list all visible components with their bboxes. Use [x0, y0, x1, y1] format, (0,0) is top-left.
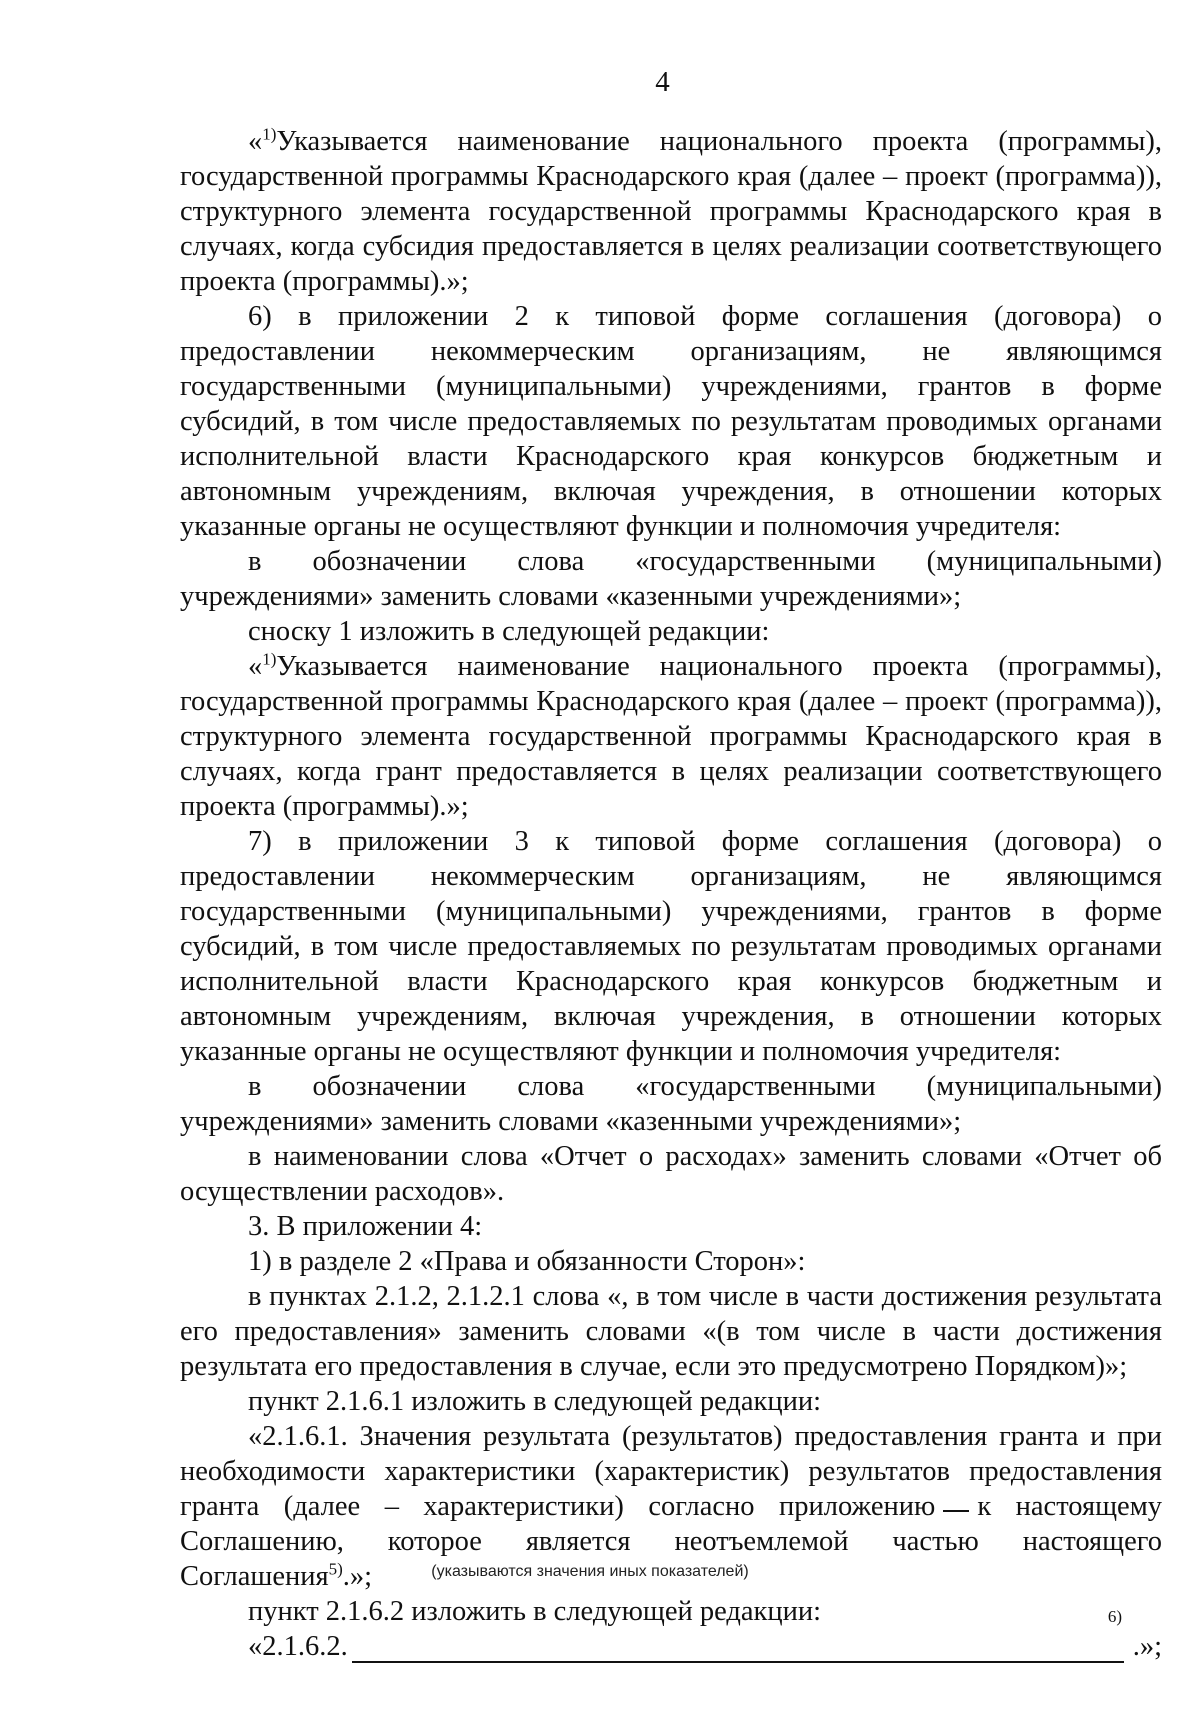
footnote-marker: 5)	[328, 1559, 343, 1579]
paragraph-clause-2-1-6-2-intro: пункт 2.1.6.2 изложить в следующей редакции:	[248, 1596, 822, 1627]
page-number: 4	[655, 66, 670, 98]
paragraph-item-6-designation: в обозначении слова «государственными (муниципальными) учреждениями» заменить словами «казенными учреждениями»;	[180, 546, 1162, 612]
paragraph-text: к настоящему Соглашению, которое является неотъемлемой частью настоящего Соглашения	[180, 1491, 1162, 1592]
paragraph-tail: .»;	[1132, 1631, 1162, 1662]
paragraph-item-7-title: в наименовании слова «Отчет о расходах» заменить словами «Отчет об осуществлении расходов».	[180, 1141, 1162, 1207]
paragraph-section-3-item-1: 1) в разделе 2 «Права и обязанности Сторон»:	[248, 1246, 806, 1277]
paragraph-item-7-designation: в обозначении слова «государственными (муниципальными) учреждениями» заменить словами «казенными учреждениями»;	[180, 1071, 1162, 1137]
paragraph-tail: .»;	[342, 1561, 373, 1592]
fill-in-caption: (указываются значения иных показателей)	[431, 1563, 749, 1580]
paragraph-item-7: 7) в приложении 3 к типовой форме соглашения (договора) о предоставлении некоммерческим организациям, не являющимся государственными (муниципальными) учреждениями, грантов в форме субсидий, в том числе предоставляемых по результатам проводимых органами исполнительной власти Краснодарского края конкурсов бюджетным и автономным учреждениям, включая учреждения, в отношении которых указанные органы не осуществляют функции и полномочия учредителя:	[180, 826, 1162, 1067]
blank-appendix-number	[943, 1510, 969, 1512]
paragraph-item-6-footnote-intro: сноску 1 изложить в следующей редакции:	[248, 616, 770, 647]
paragraph-footnote-1-subsidy	[180, 124, 1162, 299]
clause-2-1-6-2-row: «2.1.6.2. 6) .»;	[248, 1607, 1162, 1662]
quote-open: «	[248, 126, 263, 157]
document-body	[180, 124, 1162, 1669]
paragraph-clauses-2-1-2: в пунктах 2.1.2, 2.1.2.1 слова «, в том числе в части достижения результата его предоставления» заменить словами «(в том числе в части достижения результата его предоставления в случае, если это предусмотрено Порядком)»;	[180, 1281, 1162, 1382]
quote-open: «	[248, 651, 263, 682]
paragraph-text: «2.1.6.1. Значения результата (результатов) предоставления гранта и при необходимости характеристики (характеристик) результатов предоставления гранта (далее – характеристики) согласно приложению	[180, 1421, 1162, 1522]
paragraph-section-3: 3. В приложении 4:	[248, 1211, 483, 1242]
paragraph-text: Указывается наименование национального проекта (программы), государственной программы Краснодарского края (далее – проект (программа)), структурного элемента государственной программы Краснодарского края в случаях, когда грант предоставляется в целях реализации соответствующего проекта (программы).»;	[180, 651, 1162, 822]
paragraph-clause-2-1-6-1-intro: пункт 2.1.6.1 изложить в следующей редакции:	[248, 1386, 822, 1417]
footnote-marker: 1)	[262, 124, 277, 144]
footnote-marker: 1)	[262, 649, 277, 669]
paragraph-text: Указывается наименование национального проекта (программы), государственной программы Краснодарского края (далее – проект (программа)), структурного элемента государственной программы Краснодарского края в случаях, когда субсидия предоставляется в целях реализации соответствующего проекта (программы).»;	[180, 126, 1162, 297]
paragraph-footnote-1-grant	[180, 649, 1162, 824]
fill-in-line	[352, 1661, 1124, 1663]
clause-label: «2.1.6.2.	[248, 1631, 348, 1662]
paragraph-item-6: 6) в приложении 2 к типовой форме соглашения (договора) о предоставлении некоммерческим организациям, не являющимся государственными (муниципальными) учреждениями, грантов в форме субсидий, в том числе предоставляемых по результатам проводимых органами исполнительной власти Краснодарского края конкурсов бюджетным и автономным учреждениям, включая учреждения, в отношении которых указанные органы не осуществляют функции и полномочия учредителя:	[180, 301, 1162, 542]
